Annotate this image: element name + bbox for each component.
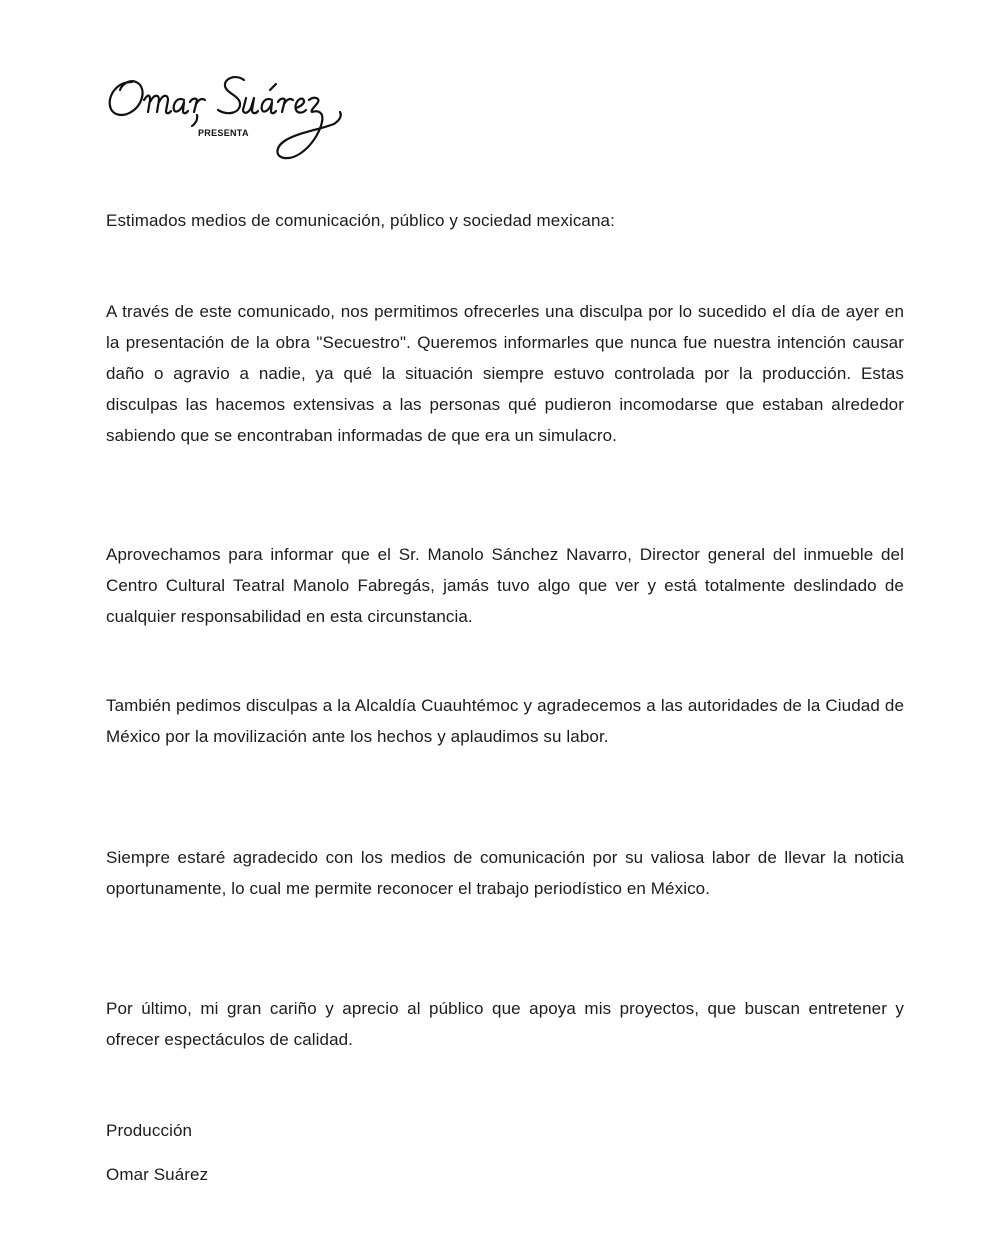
letter-paragraph-1: A través de este comunicado, nos permitimos ofrecerles una disculpa por lo sucedido el día de ayer en la presentación de la obra "Secuestro". Queremos informarles que nunca fue nuestra intención causar daño o agravio a nadie, ya qué la situación siempre estuvo controlada por la producción. Estas disculpas las hacemos extensivas a las personas qué pudieron incomodarse que estaban alrededor sabiendo que se encontraban informadas de que era un simulacro. <box>106 302 904 445</box>
letter-paragraph-2: Aprovechamos para informar que el Sr. Manolo Sánchez Navarro, Director general del inmueble del Centro Cultural Teatral Manolo Fabregás, jamás tuvo algo que ver y está totalmente deslindado de cualquier responsabilidad en esta circunstancia. <box>106 545 904 626</box>
letter-paragraph-5: Por último, mi gran cariño y aprecio al público que apoya mis proyectos, que buscan entretener y ofrecer espectáculos de calidad. <box>106 999 904 1049</box>
logo-subtitle: PRESENTA <box>198 128 249 138</box>
letter-greeting: Estimados medios de comunicación, público y sociedad mexicana: <box>106 211 615 230</box>
omar-suarez-logo <box>104 60 354 165</box>
letter-paragraph-4: Siempre estaré agradecido con los medios de comunicación por su valiosa labor de llevar la noticia oportunamente, lo cual me permite reconocer el trabajo periodístico en México. <box>106 848 904 898</box>
signature-name: Omar Suárez <box>106 1165 209 1184</box>
letter-paragraph-3: También pedimos disculpas a la Alcaldía Cuauhtémoc y agradecemos a las autoridades de la Ciudad de México por la movilización ante los hechos y aplaudimos su labor. <box>106 696 904 746</box>
signature-production: Producción <box>106 1121 193 1140</box>
signature-logo-graphic <box>104 60 354 165</box>
